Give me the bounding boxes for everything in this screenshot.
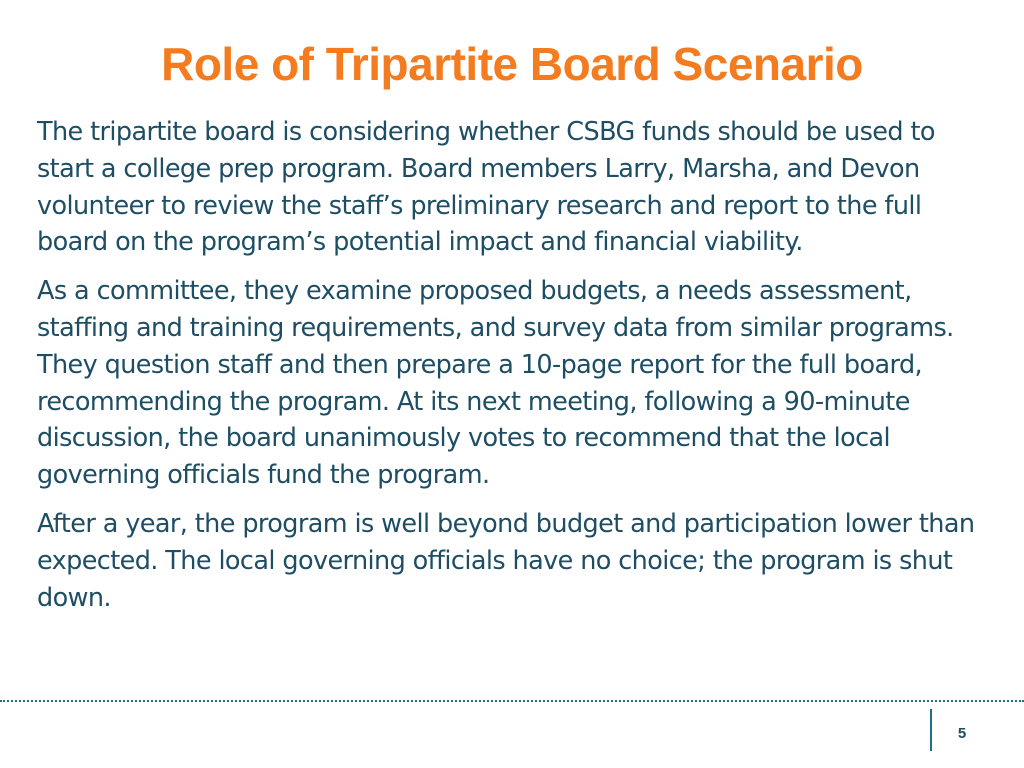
footer-divider bbox=[0, 700, 1024, 702]
footer-vertical-bar bbox=[930, 709, 932, 751]
paragraph-scenario-intro: The tripartite board is considering whether CSBG funds should be used to start a college prep program. Board members Larry, Marsha, and Devon volunteer to review the staff’s preliminary research and report to the full board on the program’s potential impact and financial viability. bbox=[37, 117, 935, 258]
paragraph-committee-review: As a committee, they examine proposed budgets, a needs assessment, staffing and training requirements, and survey data from similar programs. They question staff and then prepare a 10-page report for the full board, recommending the program. At its next meeting, following a 90-minute discussion, the board unanimously votes to recommend that the local governing officials fund the program. bbox=[37, 276, 954, 491]
paragraph-outcome: After a year, the program is well beyond budget and participation lower than expected. The local governing officials have no choice; the program is shut down. bbox=[37, 508, 975, 613]
slide-number: 5 bbox=[957, 725, 967, 742]
slide-title: Role of Tripartite Board Scenario bbox=[161, 38, 863, 90]
slide-body bbox=[37, 114, 987, 628]
